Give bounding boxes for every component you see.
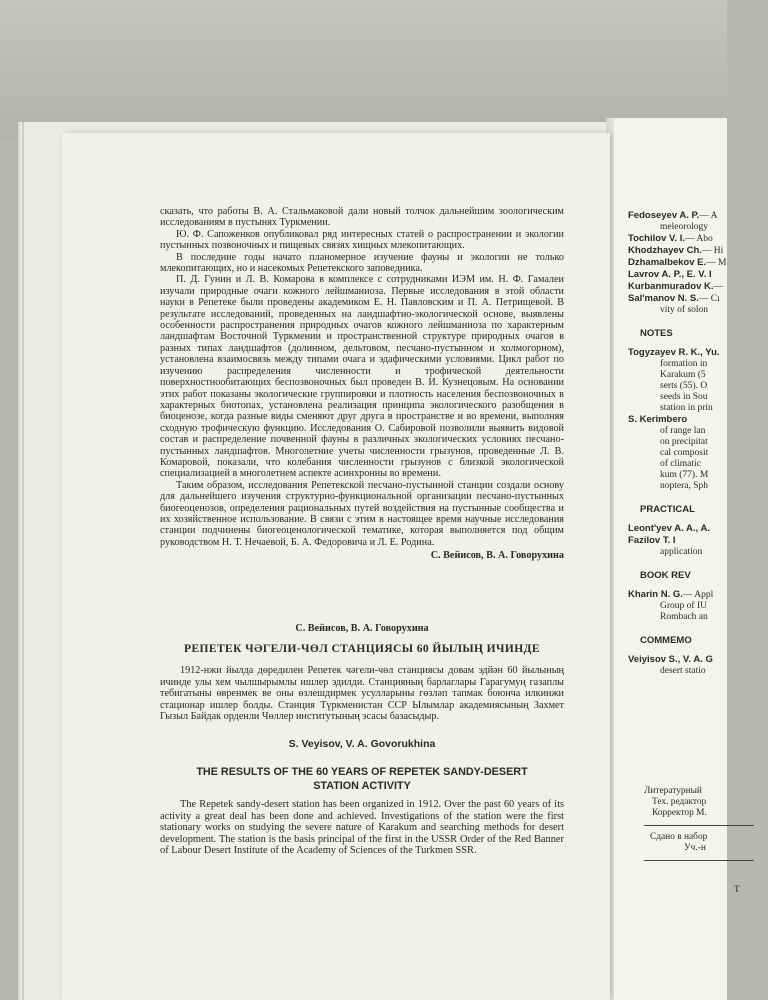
contents-entry [628,414,768,426]
entry-text: — A [699,211,718,221]
turkmen-title: РЕПЕТЕК ЧӘГЕЛИ-ЧӨЛ СТАНЦИЯСЫ 60 ЙЫЛЫҢ ИЧИНДЕ [184,643,540,655]
entry-text: vity of solon [660,305,709,315]
contents-entry [628,470,768,481]
entry-text: serts (55). O [660,381,708,391]
contents-entry [628,523,768,535]
entry-text: formation in [660,359,708,369]
contents-entry [628,305,768,316]
page-stack-edge [22,122,24,1000]
entry-author: Dzhamalbekov E. [628,257,707,268]
entry-author: S. Kerimbero [628,414,688,425]
contents-entry [628,589,768,601]
paragraph: В последние годы начато планомерное изучение фауны и экологии не только млекопитающих, но и насекомых Репетекского заповедника. [160,251,564,275]
entry-author: Fedoseyev A. P. [628,210,700,221]
entry-text: seeds in Sou [660,392,708,402]
entry-text: kum (77). M [660,470,709,480]
entry-author: Kharin N. G. [628,589,683,600]
imprint-block [644,786,754,896]
entry-author: Khodzhayev Ch. [628,245,702,256]
contents-entry [628,370,768,381]
entry-text: cal composit [660,448,709,458]
entry-text: Rombach an [660,612,708,622]
contents-entry [628,601,768,612]
english-title [160,765,564,793]
turkmen-text: 1912-нжи йылда дөредилен Репетек чәгели-чөл станциясы довам эдйән 60 йылының ичинде улы хем чылшырымлы ишлер эдилди. Станцияның барлаглары Гарагумуң газаплы тебигатыны өвренмек ве оны өзлешдирмек усулларыны гөзләп тапмак боюнча илкинжи стационар ишлер болды. Станция Түркменистан ССР Ылымлар академиясының Захмет Гызыл Байдак орденли Чөллер институтының эсасы базасыдыр. [160,665,564,723]
contents-entry [628,347,768,359]
entry-text: — Сı [698,294,720,304]
paragraph: Ю. Ф. Сапоженков опубликовал ряд интересных статей о распространении и экологии пустынных позвоночных и пищевых связях хищных млекопитающих. [160,228,564,252]
entry-text: application [660,547,703,557]
entry-text: noptera, Sph [660,481,709,491]
contents-entry [628,381,768,392]
entry-text: Karakum (5 [660,370,706,380]
english-title-line: STATION ACTIVITY [313,780,411,792]
divider [644,825,754,826]
entry-author: Lavrov A. P., E. V. I [628,269,712,280]
contents-entry [628,666,768,677]
contents-entry [628,612,768,623]
entry-text: Group of IU [660,601,707,611]
english-abstract [160,799,564,857]
contents-entry [628,547,768,558]
divider [644,860,754,861]
imprint-line: Тех. редактор [652,797,707,807]
entry-text: station in prin [660,403,713,413]
entry-text: — Appl [682,590,714,600]
contents-entry [628,281,768,293]
imprint-line: Т [734,885,740,895]
imprint-line: Литературный [644,786,702,796]
imprint-line: Корректор М. [652,808,707,818]
section-heading-commemoration: COMMEMO [640,635,692,646]
entry-author: Sal'manov N. S. [628,293,699,304]
contents-entry [628,437,768,448]
contents-entry [628,269,768,281]
entry-text: of range lan [660,426,706,436]
entry-text: — Abo [685,234,713,244]
section-heading-practical: PRACTICAL [640,504,695,515]
contents-entry [628,222,768,233]
entry-text: meleorology [660,222,709,232]
entry-text: — M [706,258,727,268]
entry-text: — Hi [701,246,724,256]
turkmen-abstract [160,665,564,723]
imprint-line: Уч.-н [684,843,706,853]
contents-entry [628,233,768,245]
contents-entry [628,459,768,470]
contents-entry [628,257,768,269]
contents-entry [628,426,768,437]
left-page [62,133,610,1000]
section-heading-notes: NOTES [640,328,673,339]
contents-entry [628,293,768,305]
entry-author: Kurbanmuradov K. [628,281,714,292]
entry-author: Leont'yev A. A., A. [628,523,710,534]
english-title-line: THE RESULTS OF THE 60 YEARS OF REPETEK SANDY-DESERT [196,766,528,778]
entry-text: of climatic [660,459,701,469]
contents-entry [628,210,768,222]
entry-author: Fazilov T. I [628,535,676,546]
entry-text: — [713,282,724,292]
paragraph: сказать, что работы В. А. Стальмаковой дали новый толчок дальнейшим зоологическим исследованиям в пустынях Туркмении. [160,206,564,229]
contents-entry [628,403,768,414]
english-text: The Repetek sandy-desert station has been organized in 1912. Over the past 60 years of its activity a great deal has been done and achieved. Investigations of the station were the first stationary works on studying the severe nature of Karakum and searching methods for desert development. The station is the basis principal of the first in the USSR Order of the Red Banner of Labour Desert Institute of the Academy of Sciences of the Turkmen SSR. [160,799,564,857]
contents-entry [628,654,768,666]
entry-text: on precipitat [660,437,708,447]
right-page [614,118,740,1000]
contents-list [628,210,768,677]
contents-entry [628,481,768,492]
entry-text: desert statio [660,666,706,676]
section-heading-book-reviews: BOOK REV [640,570,691,581]
contents-entry [628,359,768,370]
signature: С. Вейисов, В. А. Говорухина [430,550,564,562]
contents-entry [628,245,768,257]
english-authors: S. Veyisov, V. A. Govorukhina [288,738,436,750]
contents-entry [628,448,768,459]
turkmen-authors: С. Вейисов, В. А. Говорухина [295,623,429,634]
contents-entry [628,535,768,547]
paragraph: П. Д. Гунин и Л. В. Комарова в комплексе с сотрудниками ИЭМ им. Н. Ф. Гамалеи изучали природные очаги кожного лейшманиоза. Первые исследования в этой области науки в Репетеке были проведены академиком Е. Н. Павловским и П. А. Петрищевой. В результате исследований, проведенных на ландшафтно-экологической основе, выявлены особенности распространения природных очагов кожного лейшманиоза по характерным ландшафтам Восточной Туркмении и пространственной структуре природных очагов в разных типах ландшафтов (долинном, дельтовом, песчано-пустынном и холмогорном), установлена взаимосвязь между типами очага и эдафическими условиями. Цикл работ по изучению распределения численности и трофической деятельности поверхностнообитающих беспозвоночных был проведен В. И. Кузнецовым. На основании этих работ показаны экологические группировки и плотность населения беспозвоночных в характерных биотопах, установлена реализация принципа экологического разобщения в биоценозе, когда разные виды сменяют друг друга в пространстве и во времени, выполняя сходную трофическую функцию. Исследования О. Сабировой позволили выявить видовой состав и распределение почвенной фауны в различных экологических условиях песчано-пустынных ландшафтов. Многолетние учеты численности грызунов, проведенные Л. В. Комаровой, показали, что колебания численности грызунов с близкой экологической специализацией в многолетнем аспекте асинхронны во времени. [160,274,564,480]
paragraph: Таким образом, исследования Репетекской песчано-пустынной станции создали основу для дальнейшего изучения структурно-функциональной организации песчано-пустынных биогеоценозов, определения рациональных путей воздействия на пустынные сообщества и их хозяйственное использование. В связи с этим в настоящее время научные исследования станции подчинены биогеоценологической тематике, которая выполняется под общим руководством Н. Т. Нечаевой, Б. А. Федоровича и Л. Е. Родина. [160,479,564,548]
contents-entry [628,392,768,403]
imprint-line: Сдано в набор [650,832,708,842]
entry-author: Tochilov V. I. [628,233,686,244]
russian-body [160,206,564,562]
entry-author: Veiyisov S., V. A. G [628,654,713,665]
entry-author: Togyzayev R. K., Yu. [628,347,720,358]
